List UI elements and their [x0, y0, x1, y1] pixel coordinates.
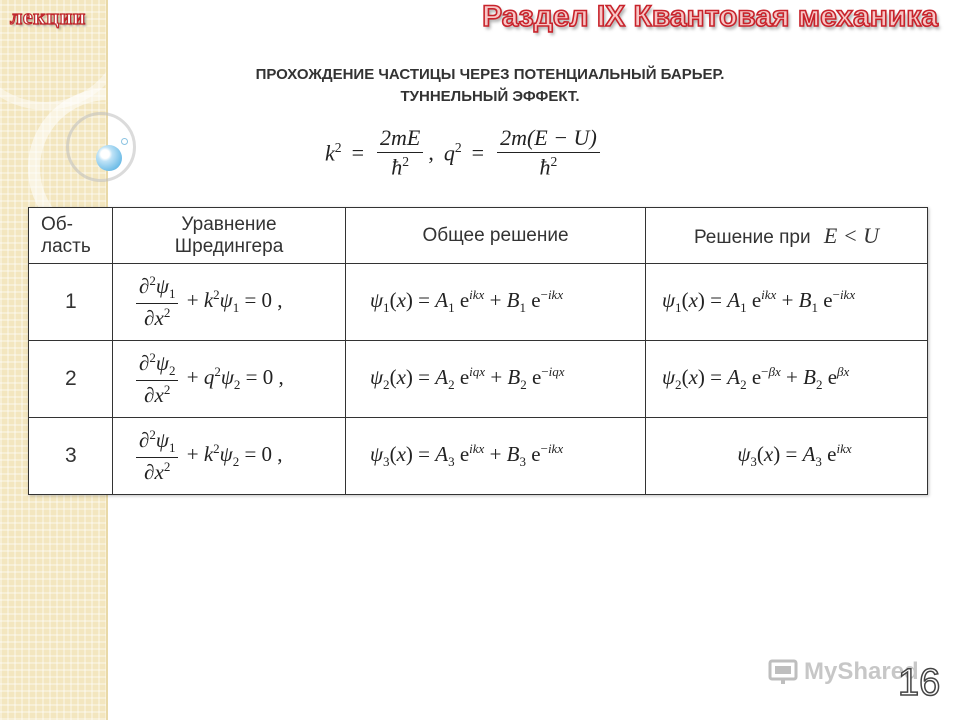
table-row	[29, 264, 928, 341]
topic-title-line1: ПРОХОЖДЕНИЕ ЧАСТИЦЫ ЧЕРЕЗ ПОТЕНЦИАЛЬНЫЙ БАРЬЕР.	[255, 66, 725, 83]
barrier-solution: $\psi_1(x) = A_1$ $e^{ikx} + B_1$ $e^{-ikx}$	[646, 264, 928, 341]
region-number: 3	[29, 418, 113, 495]
topic-title-line2: ТУННЕЛЬНЫЙ ЭФФЕКТ.	[400, 88, 580, 105]
table-header-row	[29, 208, 928, 264]
topic-title	[140, 64, 840, 108]
lectures-label: лекции	[10, 4, 86, 29]
q-fraction: $\frac{2m(E - U)}{ħ^2}$	[497, 125, 600, 180]
schrodinger-table	[28, 207, 928, 495]
schrodinger-equation: $\frac{\partial^2\psi_1}{\partial x^2}$ + $k^2\psi_2 = 0$ ,	[113, 418, 346, 495]
header-area: Об- ласть	[29, 208, 113, 264]
table-row	[29, 418, 928, 495]
schrodinger-equation: $\frac{\partial^2\psi_2}{\partial x^2}$ + $q^2\psi_2 = 0$ ,	[113, 341, 346, 418]
region-number: 1	[29, 264, 113, 341]
region-number: 2	[29, 341, 113, 418]
header-equation: Уравнение Шредингера	[113, 208, 346, 264]
barrier-solution: $\psi_3(x) = A_3$ $e^{ikx}$	[646, 418, 928, 495]
schrodinger-equation: $\frac{\partial^2\psi_1}{\partial x^2}$ + $k^2\psi_1 = 0$ ,	[113, 264, 346, 341]
bubble-icon	[96, 145, 122, 171]
section-title: Раздел IX Квантовая механика	[482, 0, 938, 33]
general-solution: $\psi_3(x) = A_3$ $e^{ikx} + B_3$ $e^{-ikx}$	[346, 418, 646, 495]
myshared-logo	[768, 658, 919, 686]
k-fraction: $\frac{2mE}{ħ^2}$	[377, 125, 423, 180]
wave-number-definitions: $k^2$ = $\frac{2mE}{ħ^2}$ , $q^2$ = $\frac{2m(E - U)}{ħ^2}$	[325, 118, 603, 188]
k-symbol: $k^2$	[325, 139, 342, 166]
q-symbol: $q^2$	[443, 139, 462, 166]
barrier-solution: $\psi_2(x) = A_2$ $e^{-\beta x} + B_2$ $e^{\beta x}$	[646, 341, 928, 418]
header-general-solution: Общее решение	[346, 208, 646, 264]
small-bubble-icon	[121, 138, 128, 145]
page-number: 16	[898, 662, 941, 704]
logo-text: MyShared	[804, 658, 919, 685]
general-solution: $\psi_1(x) = A_1$ $e^{ikx} + B_1$ $e^{-ikx}$	[346, 264, 646, 341]
table-row	[29, 341, 928, 418]
header-solution-condition: Решение при E < U	[646, 208, 928, 264]
general-solution: $\psi_2(x) = A_2$ $e^{iqx} + B_2$ $e^{-iqx}$	[346, 341, 646, 418]
presentation-icon	[768, 658, 798, 686]
